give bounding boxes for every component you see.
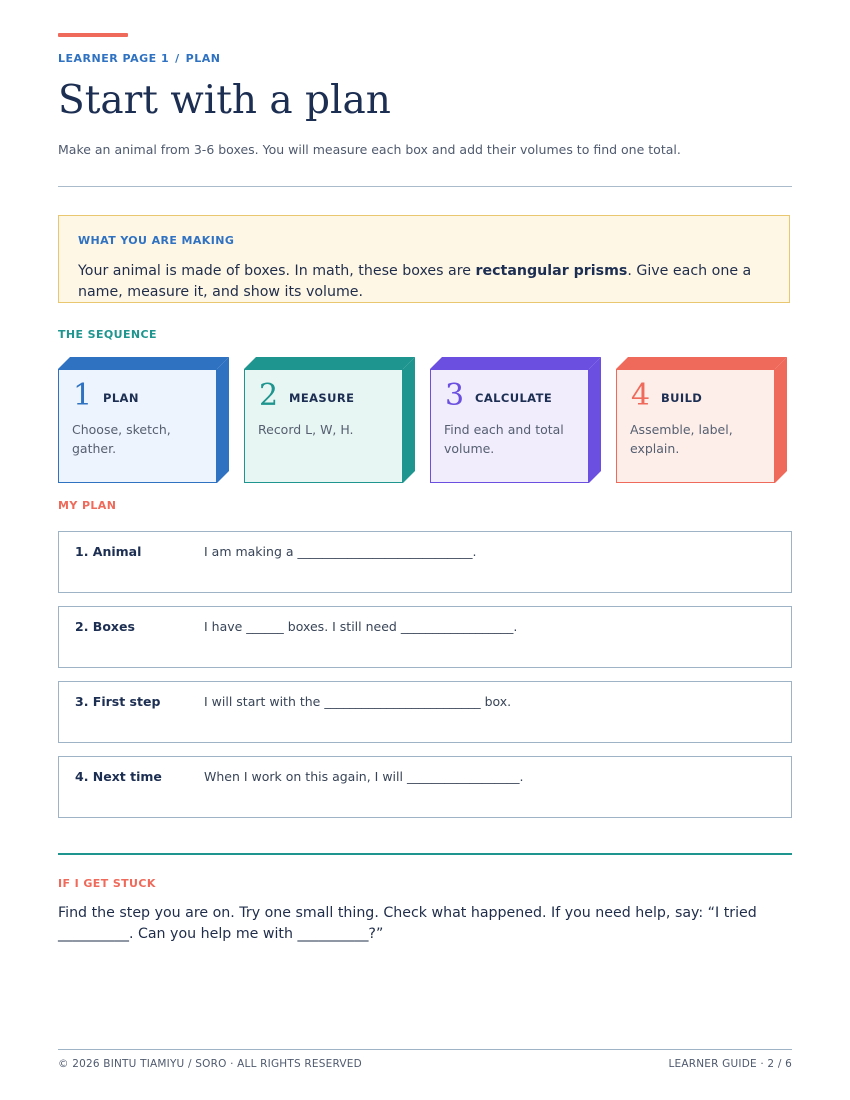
step-name: BUILD [661,391,703,405]
step-name: MEASURE [289,391,355,405]
footer-page-number: LEARNER GUIDE · 2 / 6 [668,1058,792,1070]
step-description: Record L, W, H. [258,422,354,437]
plan-row-first-step[interactable] [58,681,792,743]
plan-row-prompt[interactable]: I have ______ boxes. I still need __________________. [204,619,518,634]
plan-row-next-time[interactable] [58,756,792,818]
step-card-measure [244,357,415,483]
if-stuck-label: IF I GET STUCK [58,877,156,890]
breadcrumb-separator: / [175,52,180,65]
divider [58,186,792,187]
step-number: 4 [631,378,651,413]
my-plan-label: MY PLAN [58,499,117,512]
step-number: 1 [73,378,93,413]
accent-bar [58,33,128,37]
callout-text-end: . Give each one a name, measure it, and show its volume. [78,263,752,300]
page-lead: Make an animal from 3-6 boxes. You will measure each box and add their volumes to find one total. [58,142,681,157]
step-card-face [430,369,589,483]
step-number: 2 [259,378,279,413]
step-description: Assemble, label, explain. [630,422,733,456]
step-card-face [616,369,775,483]
plan-row-label: 3. First step [75,694,161,709]
step-number: 3 [445,378,465,413]
plan-row-animal[interactable] [58,531,792,593]
callout-text [78,261,778,303]
footer-copyright: © 2026 BINTU TIAMIYU / SORO · ALL RIGHTS RESERVED [58,1058,362,1070]
callout-text-emphasis: rectangular prisms [475,263,628,279]
step-card-calculate [430,357,601,483]
step-description: Find each and total volume. [444,422,564,456]
step-description: Choose, sketch, gather. [72,422,171,456]
callout-text-start: Your animal is made of boxes. In math, these boxes are [78,263,476,279]
callout-label: WHAT YOU ARE MAKING [78,234,235,247]
step-card-plan [58,357,229,483]
footer-divider [58,1049,792,1050]
plan-row-prompt[interactable]: When I work on this again, I will __________________. [204,769,524,784]
breadcrumb [58,52,220,65]
step-name: PLAN [103,391,139,405]
step-card-build [616,357,787,483]
plan-row-prompt[interactable]: I will start with the _________________________ box. [204,694,512,709]
what-you-are-making-callout [58,215,790,303]
plan-row-label: 2. Boxes [75,619,135,634]
plan-row-label: 1. Animal [75,544,142,559]
stuck-divider [58,853,792,855]
sequence-label: THE SEQUENCE [58,328,157,341]
plan-row-boxes[interactable] [58,606,792,668]
plan-row-label: 4. Next time [75,769,162,784]
step-card-face [58,369,217,483]
breadcrumb-section: PLAN [185,52,221,65]
step-name: CALCULATE [475,391,553,405]
step-card-face [244,369,403,483]
breadcrumb-page: LEARNER PAGE 1 [58,52,170,65]
page-title: Start with a plan [58,78,391,123]
plan-row-prompt[interactable]: I am making a ____________________________. [204,544,477,559]
if-stuck-text: Find the step you are on. Try one small thing. Check what happened. If you need help, say: “I tried __________. Can you help me with __________?” [58,905,757,942]
